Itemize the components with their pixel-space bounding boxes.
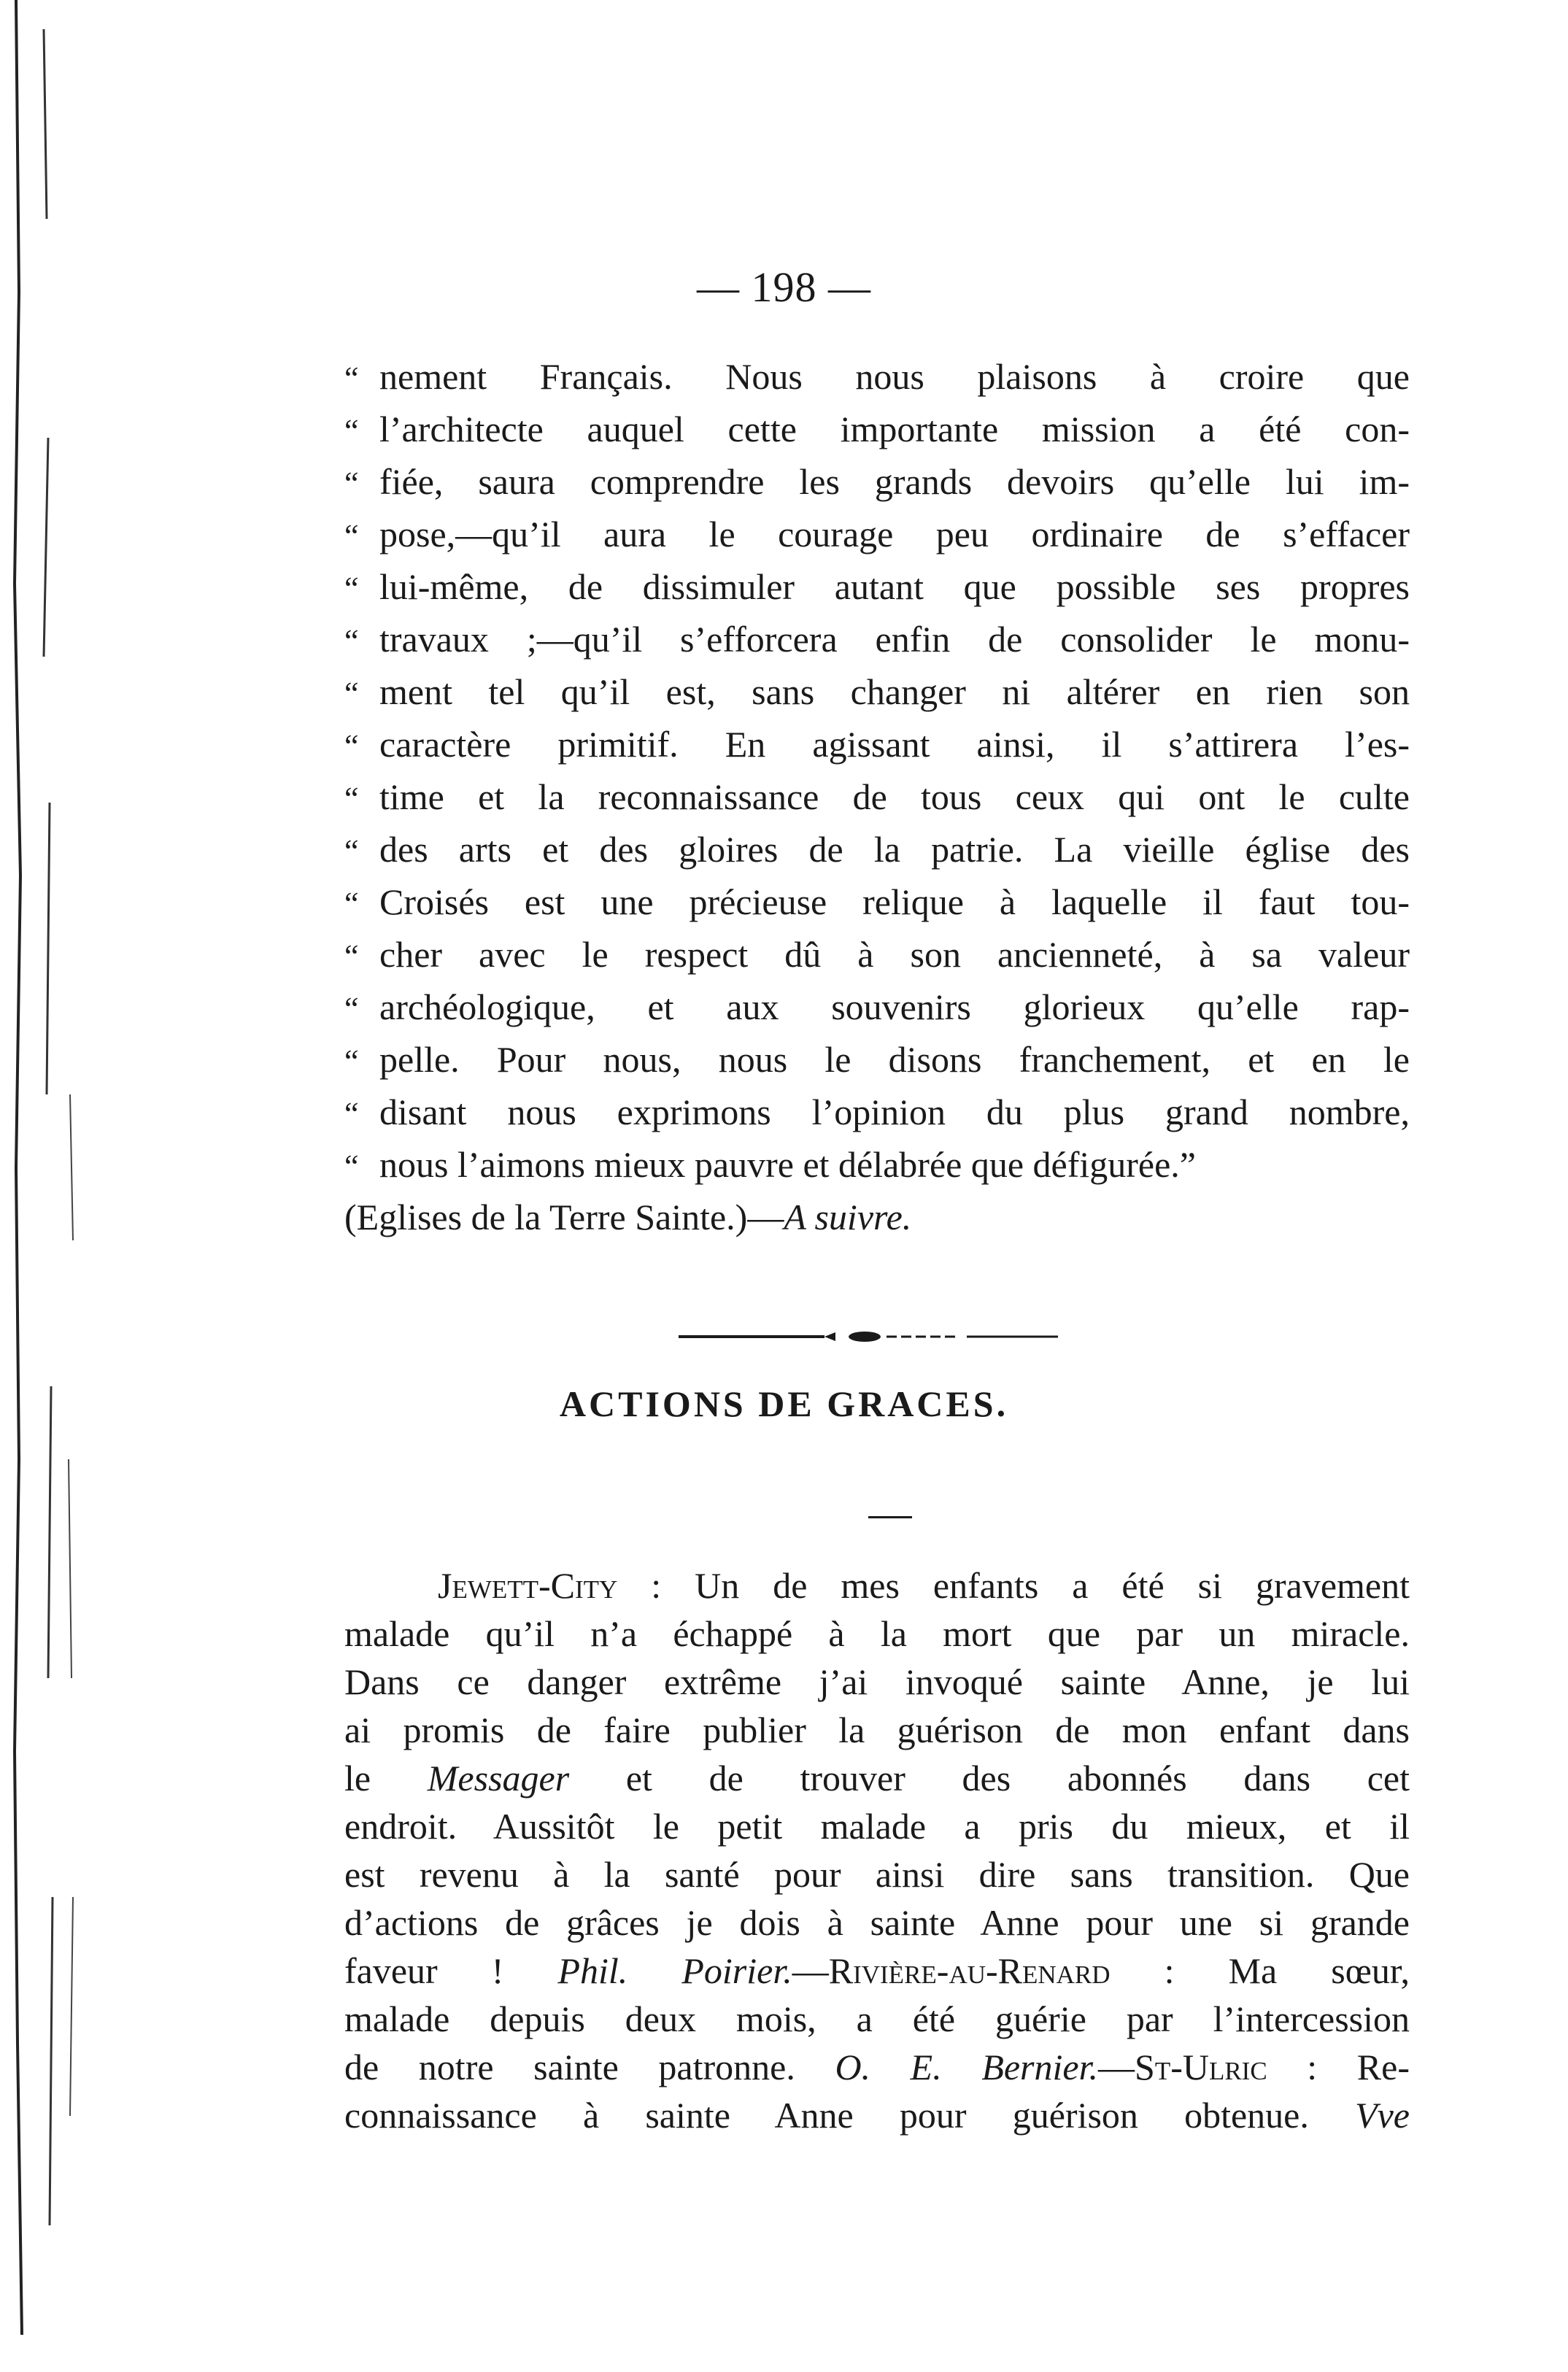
quote-line: “ nous l’aimons mieux pauvre et délabrée que défigurée.” (344, 1144, 1196, 1185)
signature: O. E. Bernier. (835, 2047, 1099, 2087)
place-name: Rivière-au-Renard (828, 1950, 1111, 1991)
quote-line: “ time et la reconnaissance de tous ceux qui ont le culte (344, 776, 1410, 817)
body-text (344, 1561, 1410, 2139)
text-line: d’actions de grâces je dois à sainte Anne pour une si grande (344, 1902, 1410, 1943)
text-line: faveur ! Phil. Poirier.—Rivière-au-Renard : Ma sœur, (344, 1950, 1410, 1991)
text-line: ai promis de faire publier la guérison de mon enfant dans (344, 1710, 1410, 1750)
journal-title: Messager (427, 1758, 570, 1799)
section-divider-ornament (679, 1329, 1058, 1344)
section-title: ACTIONS DE GRACES. (559, 1383, 1009, 1424)
place-name: Jewett-City (438, 1565, 618, 1606)
quote-line: “ cher avec le respect dû à son ancienneté, à sa valeur (344, 934, 1410, 975)
quote-line: “ des arts et des gloires de la patrie. La vieille église des (344, 829, 1410, 870)
text-line: Jewett-City : Un de mes enfants a été si gravement (438, 1565, 1410, 1606)
quote-line: “ nement Français. Nous nous plaisons à croire que (344, 356, 1410, 397)
quote-line: “ lui-même, de dissimuler autant que possible ses propres (344, 566, 1410, 607)
text-line: connaissance à sainte Anne pour guérison obtenue. Vve (344, 2095, 1410, 2136)
quote-line: “ l’architecte auquel cette importante mission a été con- (344, 409, 1410, 449)
text-line: malade qu’il n’a échappé à la mort que par un miracle. (344, 1613, 1410, 1654)
signature: Phil. Poirier. (557, 1950, 792, 1991)
quote-line: “ pose,—qu’il aura le courage peu ordinaire de s’effacer (344, 514, 1410, 555)
to-be-continued: A suivre. (784, 1197, 912, 1237)
quote-line: “ caractère primitif. En agissant ainsi, il s’attirera l’es- (344, 724, 1410, 765)
quote-line: “ travaux ;—qu’il s’efforcera enfin de consolider le monu- (344, 619, 1410, 660)
text-line: est revenu à la santé pour ainsi dire sans transition. Que (344, 1854, 1410, 1895)
text-line: endroit. Aussitôt le petit malade a pris du mieux, et il (344, 1806, 1410, 1847)
quote-line: “ disant nous exprimons l’opinion du plus grand nombre, (344, 1092, 1410, 1132)
quote-line: “ Croisés est une précieuse relique à laquelle il faut tou- (344, 881, 1410, 922)
text-line: Dans ce danger extrême j’ai invoqué sainte Anne, je lui (344, 1661, 1410, 1702)
source-citation: (Eglises de la Terre Sainte.)—A suivre. (344, 1197, 912, 1237)
scan-edge-marks (0, 0, 102, 2372)
text-line: le Messager et de trouver des abonnés dans cet (344, 1758, 1410, 1799)
page-number: — 198 — (697, 263, 871, 311)
quote-line: “ fiée, saura comprendre les grands devoirs qu’elle lui im- (344, 461, 1410, 502)
quotation-block (344, 350, 1410, 1243)
quote-line: “ archéologique, et aux souvenirs glorieux qu’elle rap- (344, 986, 1410, 1027)
quote-line: “ ment tel qu’il est, sans changer ni altérer en rien son (344, 671, 1410, 712)
quote-line: “ pelle. Pour nous, nous le disons franchement, et en le (344, 1039, 1410, 1080)
place-name: St-Ulric (1135, 2047, 1267, 2087)
signature: Vve (1355, 2095, 1410, 2136)
title-rule (868, 1516, 912, 1518)
text-line: de notre sainte patronne. O. E. Bernier.—St-Ulric : Re- (344, 2047, 1410, 2087)
text-line: malade depuis deux mois, a été guérie par l’intercession (344, 1998, 1410, 2039)
